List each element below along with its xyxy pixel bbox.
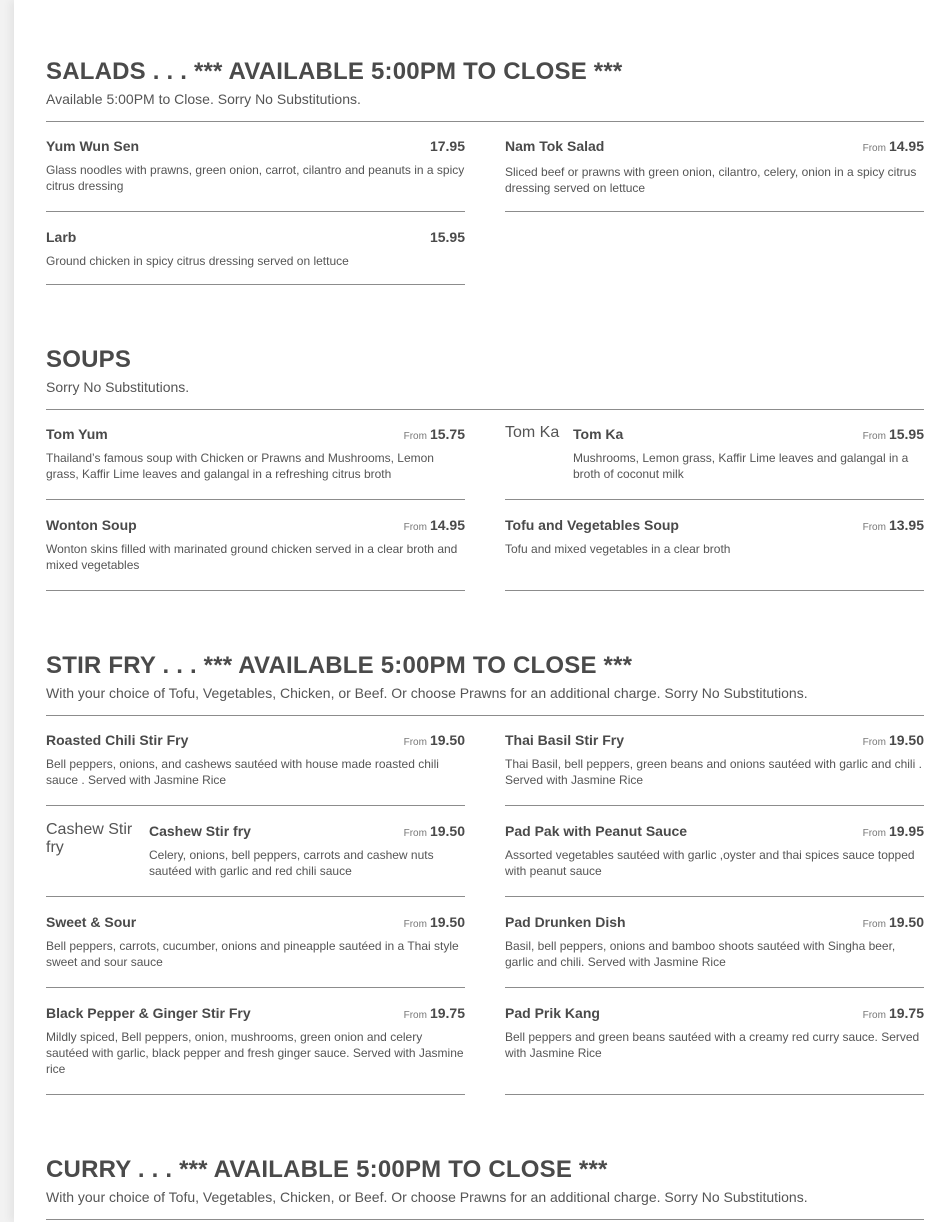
item-image-placeholder[interactable]: Cashew Stir fry [46,821,133,856]
item-price-value: 13.95 [888,517,924,533]
section-salads [46,58,924,122]
section-description: With your choice of Tofu, Vegetables, Chicken, or Beef. Or choose Prawns for an additional charge. Sorry No Substitutions. [46,685,808,701]
menu-item-roasted-chili-stir-fry[interactable] [46,732,465,806]
item-description: Glass noodles with prawns, green onion, carrot, cilantro and peanuts in a spicy citrus dressing [46,163,465,193]
section-divider [46,715,924,716]
item-price [863,914,924,930]
item-price-value: 14.95 [429,517,465,533]
price-from-label: From [862,1010,886,1021]
section-description: With your choice of Tofu, Vegetables, Chicken, or Beef. Or choose Prawns for an additional charge. Sorry No Substitutions. [46,1189,808,1205]
item-name: Tofu and Vegetables Soup [505,517,679,533]
item-name: Larb [46,229,77,245]
item-price [404,732,465,748]
item-price [430,229,465,245]
price-from-label: From [403,828,427,839]
menu-item-thai-basil-stir-fry[interactable] [505,732,924,806]
price-from-label: From [403,1010,427,1021]
item-price [863,823,924,839]
item-description: Bell peppers, carrots, cucumber, onions and pineapple sautéed in a Thai style sweet and sour sauce [46,939,459,969]
item-name: Nam Tok Salad [505,138,605,154]
menu-item-cashew-stir-fry[interactable] [46,821,465,897]
item-price-value: 14.95 [888,138,924,154]
item-price [404,1005,465,1021]
item-name: Cashew Stir fry [149,823,251,839]
item-name: Yum Wun Sen [46,138,140,154]
item-price-value: 15.95 [429,229,465,245]
section-soups [46,346,924,410]
item-name: Pad Prik Kang [505,1005,600,1021]
item-price [863,732,924,748]
item-price-value: 19.50 [429,914,465,930]
menu-item-sweet-sour[interactable] [46,914,465,988]
menu-item-pad-pak-peanut-sauce[interactable] [505,823,924,897]
price-from-label: From [403,737,427,748]
menu-item-larb[interactable] [46,229,465,285]
menu-item-tom-yum[interactable] [46,426,465,500]
section-title: CURRY . . . *** AVAILABLE 5:00PM TO CLOSE *** [46,1156,608,1183]
item-description: Bell peppers and green beans sautéed with a creamy red curry sauce. Served with Jasmine Rice [505,1030,920,1060]
item-description: Mushrooms, Lemon grass, Kaffir Lime leaves and galangal in a broth of coconut milk [573,451,909,481]
section-title: STIR FRY . . . *** AVAILABLE 5:00PM TO CLOSE *** [46,652,633,679]
menu-item-pad-prik-kang[interactable] [505,1005,924,1095]
item-price-value: 19.75 [888,1005,924,1021]
item-description: Bell peppers, onions, and cashews sautéed with house made roasted chili sauce . Served with Jasmine Rice [46,757,439,787]
item-name: Roasted Chili Stir Fry [46,732,189,748]
item-price-value: 17.95 [429,138,465,154]
item-name: Wonton Soup [46,517,137,533]
item-name: Pad Pak with Peanut Sauce [505,823,688,839]
section-divider [46,121,924,122]
price-from-label: From [403,919,427,930]
price-from-label: From [862,431,886,442]
price-from-label: From [862,737,886,748]
item-price-value: 15.75 [429,426,465,442]
item-price-value: 19.50 [429,823,465,839]
item-price [863,138,924,154]
item-description: Celery, onions, bell peppers, carrots and cashew nuts sautéed with garlic and red chili sauce [149,848,434,878]
item-description: Tofu and mixed vegetables in a clear broth [505,542,731,556]
price-from-label: From [862,919,886,930]
price-from-label: From [862,143,886,154]
item-price-value: 19.50 [429,732,465,748]
section-divider [46,409,924,410]
item-price [863,426,924,442]
item-name: Tom Yum [46,426,108,442]
item-price-value: 19.50 [888,914,924,930]
section-description: Available 5:00PM to Close. Sorry No Substitutions. [46,91,361,107]
item-price [404,517,465,533]
item-description: Thai Basil, bell peppers, green beans and onions sautéed with garlic and chili . Served with Jasmine Rice [505,757,922,787]
item-name: Thai Basil Stir Fry [505,732,625,748]
item-description: Mildly spiced, Bell peppers, onion, mushrooms, green onion and celery sautéed with garlic, black pepper and fresh ginger sauce. Served with Jasmine rice [46,1030,464,1076]
price-from-label: From [862,828,886,839]
menu-item-nam-tok-salad[interactable] [505,138,924,212]
item-description: Assorted vegetables sautéed with garlic ,oyster and thai spices sauce topped with peanut sauce [505,848,915,878]
price-from-label: From [403,522,427,533]
section-title: SALADS . . . *** AVAILABLE 5:00PM TO CLOSE *** [46,58,623,85]
price-from-label: From [862,522,886,533]
menu-item-wonton-soup[interactable] [46,517,465,591]
section-divider [46,1219,924,1220]
section-curry [46,1156,924,1220]
item-description: Basil, bell peppers, onions and bamboo shoots sautéed with Singha beer, garlic and chili. Served with Jasmine Rice [505,939,896,969]
item-description: Sliced beef or prawns with green onion, cilantro, celery, onion in a spicy citrus dressing served on lettuce [505,165,917,195]
menu-item-yum-wun-sen[interactable] [46,138,465,212]
item-name: Sweet & Sour [46,914,137,930]
item-price [404,914,465,930]
item-description: Thailand’s famous soup with Chicken or Prawns and Mushrooms, Lemon grass, Kaffir Lime leaves and galangal in a refreshing citrus broth [46,451,434,481]
item-image-placeholder[interactable]: Tom Ka [505,424,560,441]
item-name: Black Pepper & Ginger Stir Fry [46,1005,251,1021]
item-price [404,823,465,839]
item-price-value: 15.95 [888,426,924,442]
item-price [863,1005,924,1021]
item-price [430,138,465,154]
menu-item-black-pepper-ginger[interactable] [46,1005,465,1095]
menu-item-tom-ka[interactable] [505,424,924,500]
item-price [404,426,465,442]
section-title: SOUPS [46,346,132,373]
item-name: Tom Ka [573,426,624,442]
menu-page [14,0,950,1222]
section-stir-fry [46,652,924,716]
item-price-value: 19.50 [888,732,924,748]
item-price [863,517,924,533]
item-description: Wonton skins filled with marinated ground chicken served in a clear broth and mixed vegetables [46,542,458,572]
item-name: Pad Drunken Dish [505,914,626,930]
item-price-value: 19.75 [429,1005,465,1021]
menu-item-tofu-vegetables-soup[interactable] [505,517,924,591]
item-description: Ground chicken in spicy citrus dressing served on lettuce [46,254,349,268]
menu-item-pad-drunken-dish[interactable] [505,914,924,988]
price-from-label: From [403,431,427,442]
item-price-value: 19.95 [888,823,924,839]
section-description: Sorry No Substitutions. [46,379,190,395]
